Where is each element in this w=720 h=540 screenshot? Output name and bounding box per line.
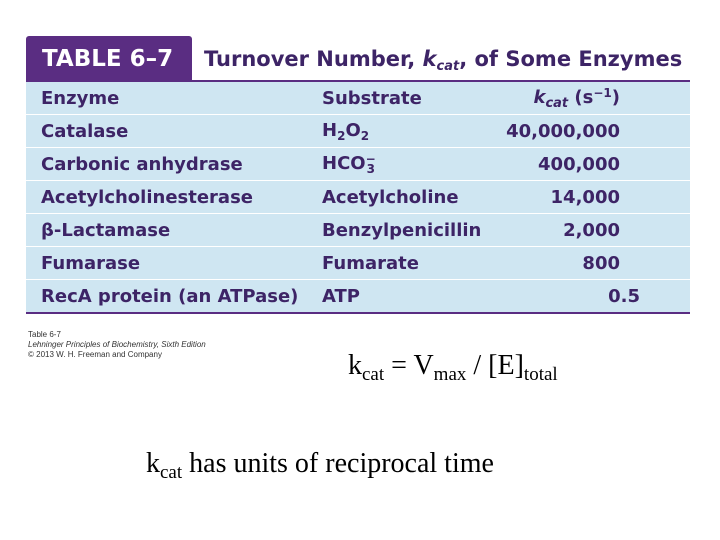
substrate-cell xyxy=(322,148,495,181)
title-sub: cat xyxy=(436,59,460,74)
substrate-cell: Fumarate xyxy=(322,247,495,280)
formula-div: / [E] xyxy=(466,350,524,381)
kcat-cell: 800 xyxy=(495,247,690,280)
kcat-cell: 14,000 xyxy=(495,181,690,214)
table-title-bar xyxy=(26,36,690,82)
kcat-cell: 0.5 xyxy=(495,280,690,313)
enzyme-cell: Acetylcholinesterase xyxy=(26,181,322,214)
kcat-cell: 40,000,000 xyxy=(495,115,690,148)
units-text: has units of reciprocal time xyxy=(182,448,494,479)
table-title xyxy=(204,36,682,82)
header-kcat xyxy=(495,82,690,115)
table-caption xyxy=(28,330,206,360)
table-number-tab: TABLE 6–7 xyxy=(26,36,192,82)
header-kcat-unit-sup: −1 xyxy=(593,85,612,100)
formula-e-sub: total xyxy=(523,364,558,385)
header-kcat-sub: cat xyxy=(545,95,569,111)
header-kcat-k: k xyxy=(533,86,546,108)
substrate-cell xyxy=(322,115,495,148)
substrate-part: H xyxy=(322,119,338,141)
kcat-cell: 400,000 xyxy=(495,148,690,181)
title-k: k xyxy=(422,47,437,71)
header-substrate: Substrate xyxy=(322,82,495,115)
table-row xyxy=(26,280,690,313)
substrate-part: O xyxy=(345,119,361,141)
kcat-formula xyxy=(348,350,558,386)
units-k: k xyxy=(146,448,160,479)
table-header-row xyxy=(26,82,690,115)
substrate-subscript: 2 xyxy=(337,128,346,143)
substrate-superscript: − xyxy=(365,152,376,166)
formula-eq: = V xyxy=(384,350,434,381)
enzyme-cell: RecA protein (an ATPase) xyxy=(26,280,322,313)
kcat-units-statement xyxy=(146,448,494,484)
substrate-part: HCO xyxy=(322,153,366,174)
caption-book-title: Lehninger Principles of Biochemistry, Sixth Edition xyxy=(28,340,206,349)
substrate-subscript: 2 xyxy=(360,128,370,143)
formula-v-sub: max xyxy=(433,364,467,385)
table-row xyxy=(26,214,690,247)
table-row xyxy=(26,247,690,280)
formula-k: k xyxy=(348,350,362,381)
caption-copyright: © 2013 W. H. Freeman and Company xyxy=(28,350,162,359)
substrate-cell: Acetylcholine xyxy=(322,181,495,214)
substrate-cell: ATP xyxy=(322,280,495,313)
enzyme-table-figure xyxy=(26,36,690,314)
substrate-cell: Benzylpenicillin xyxy=(322,214,495,247)
title-pre: Turnover Number, xyxy=(204,47,423,71)
enzyme-cell: Fumarase xyxy=(26,247,322,280)
title-post: , of Some Enzymes xyxy=(459,47,683,71)
header-enzyme: Enzyme xyxy=(26,82,322,115)
header-kcat-unit-close: ) xyxy=(611,86,620,108)
enzyme-cell: β-Lactamase xyxy=(26,214,322,247)
turnover-table xyxy=(26,82,690,312)
enzyme-cell: Carbonic anhydrase xyxy=(26,148,322,181)
table-row xyxy=(26,181,690,214)
units-k-sub: cat xyxy=(160,462,183,483)
kcat-cell: 2,000 xyxy=(495,214,690,247)
table-bottom-rule xyxy=(26,312,690,314)
enzyme-cell: Catalase xyxy=(26,115,322,148)
table-row xyxy=(26,148,690,181)
substrate-subscript: 3 xyxy=(366,162,375,176)
header-kcat-unit-open: (s xyxy=(568,86,594,108)
formula-k-sub: cat xyxy=(362,364,385,385)
caption-table-number: Table 6-7 xyxy=(28,330,61,339)
table-row xyxy=(26,115,690,148)
